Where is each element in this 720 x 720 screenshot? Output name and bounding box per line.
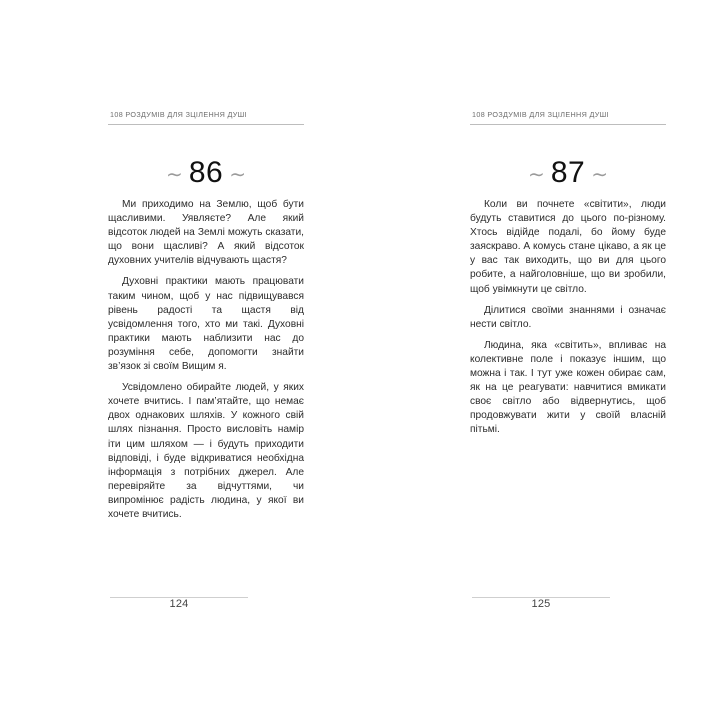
page-number: 125	[531, 598, 551, 610]
page-number: 124	[169, 598, 189, 610]
paragraph: Усвідомлено обирайте людей, у яких хочете вчитись. І пам’ятайте, що немає двох однакових шляхів. У кожного свій шлях пізнання. Просто висловіть намір іти цим шляхом — і будуть приходити відповіді, і буде відкриватися необхідна інформація з потрібних джерел. Але перевіряйте за відчуттями, чи випромінює радість людина, у якої ви хочете вчитись.	[108, 382, 304, 520]
paragraph: Ми приходимо на Землю, щоб бути щасливими. Уявляєте? Але який відсоток людей на Землі можуть сказати, що вони щасливі? А який відсоток духовних учителів відчувають щастя?	[108, 199, 304, 267]
header-rule	[470, 124, 666, 125]
chapter-heading	[470, 155, 666, 191]
header-rule	[108, 124, 304, 125]
chapter-number: 86	[188, 156, 224, 189]
paragraph: Коли ви почнете «світити», люди будуть ставитися до цього по-різному. Хтось відійде подалі, бо йому буде заяскраво. А комусь стане цікаво, а як це у вас так виходить, що ви для цього робите, а найголовніше, що ви зробили, щоб увімкнути це світло.	[470, 199, 666, 295]
right-page	[420, 0, 720, 720]
left-page	[58, 0, 358, 720]
chapter-number: 87	[550, 156, 586, 189]
running-head: 108 РОЗДУМІВ ДЛЯ ЗЦІЛЕННЯ ДУШІ	[110, 110, 247, 119]
running-head: 108 РОЗДУМІВ ДЛЯ ЗЦІЛЕННЯ ДУШІ	[472, 110, 609, 119]
chapter-heading	[108, 155, 304, 191]
paragraph: Ділитися своїми знаннями і означає нести світло.	[470, 304, 666, 330]
paragraph: Духовні практики мають працювати таким чином, щоб у нас підвищувався рівень радості та щастя від усвідомлення того, хто ми такі. Духовні практики мають наблизити нас до розуміння себе, допомогти знайти зв’язок зі своїм Вищим я.	[108, 276, 304, 373]
body-text	[470, 198, 666, 445]
tilde-ornament-icon: ∼	[591, 164, 608, 186]
tilde-ornament-icon: ∼	[229, 164, 246, 186]
paragraph: Людина, яка «світить», впливає на колективне поле і показує іншим, що можна і так. І тут уже кожен обирає сам, як на це реагувати: навчитися вмикати своє світло або відвернутись, щоб продовжувати жити у своїй власній пітьмі.	[470, 339, 666, 436]
body-text	[108, 198, 304, 529]
tilde-ornament-icon: ∼	[528, 164, 545, 186]
tilde-ornament-icon: ∼	[166, 164, 183, 186]
